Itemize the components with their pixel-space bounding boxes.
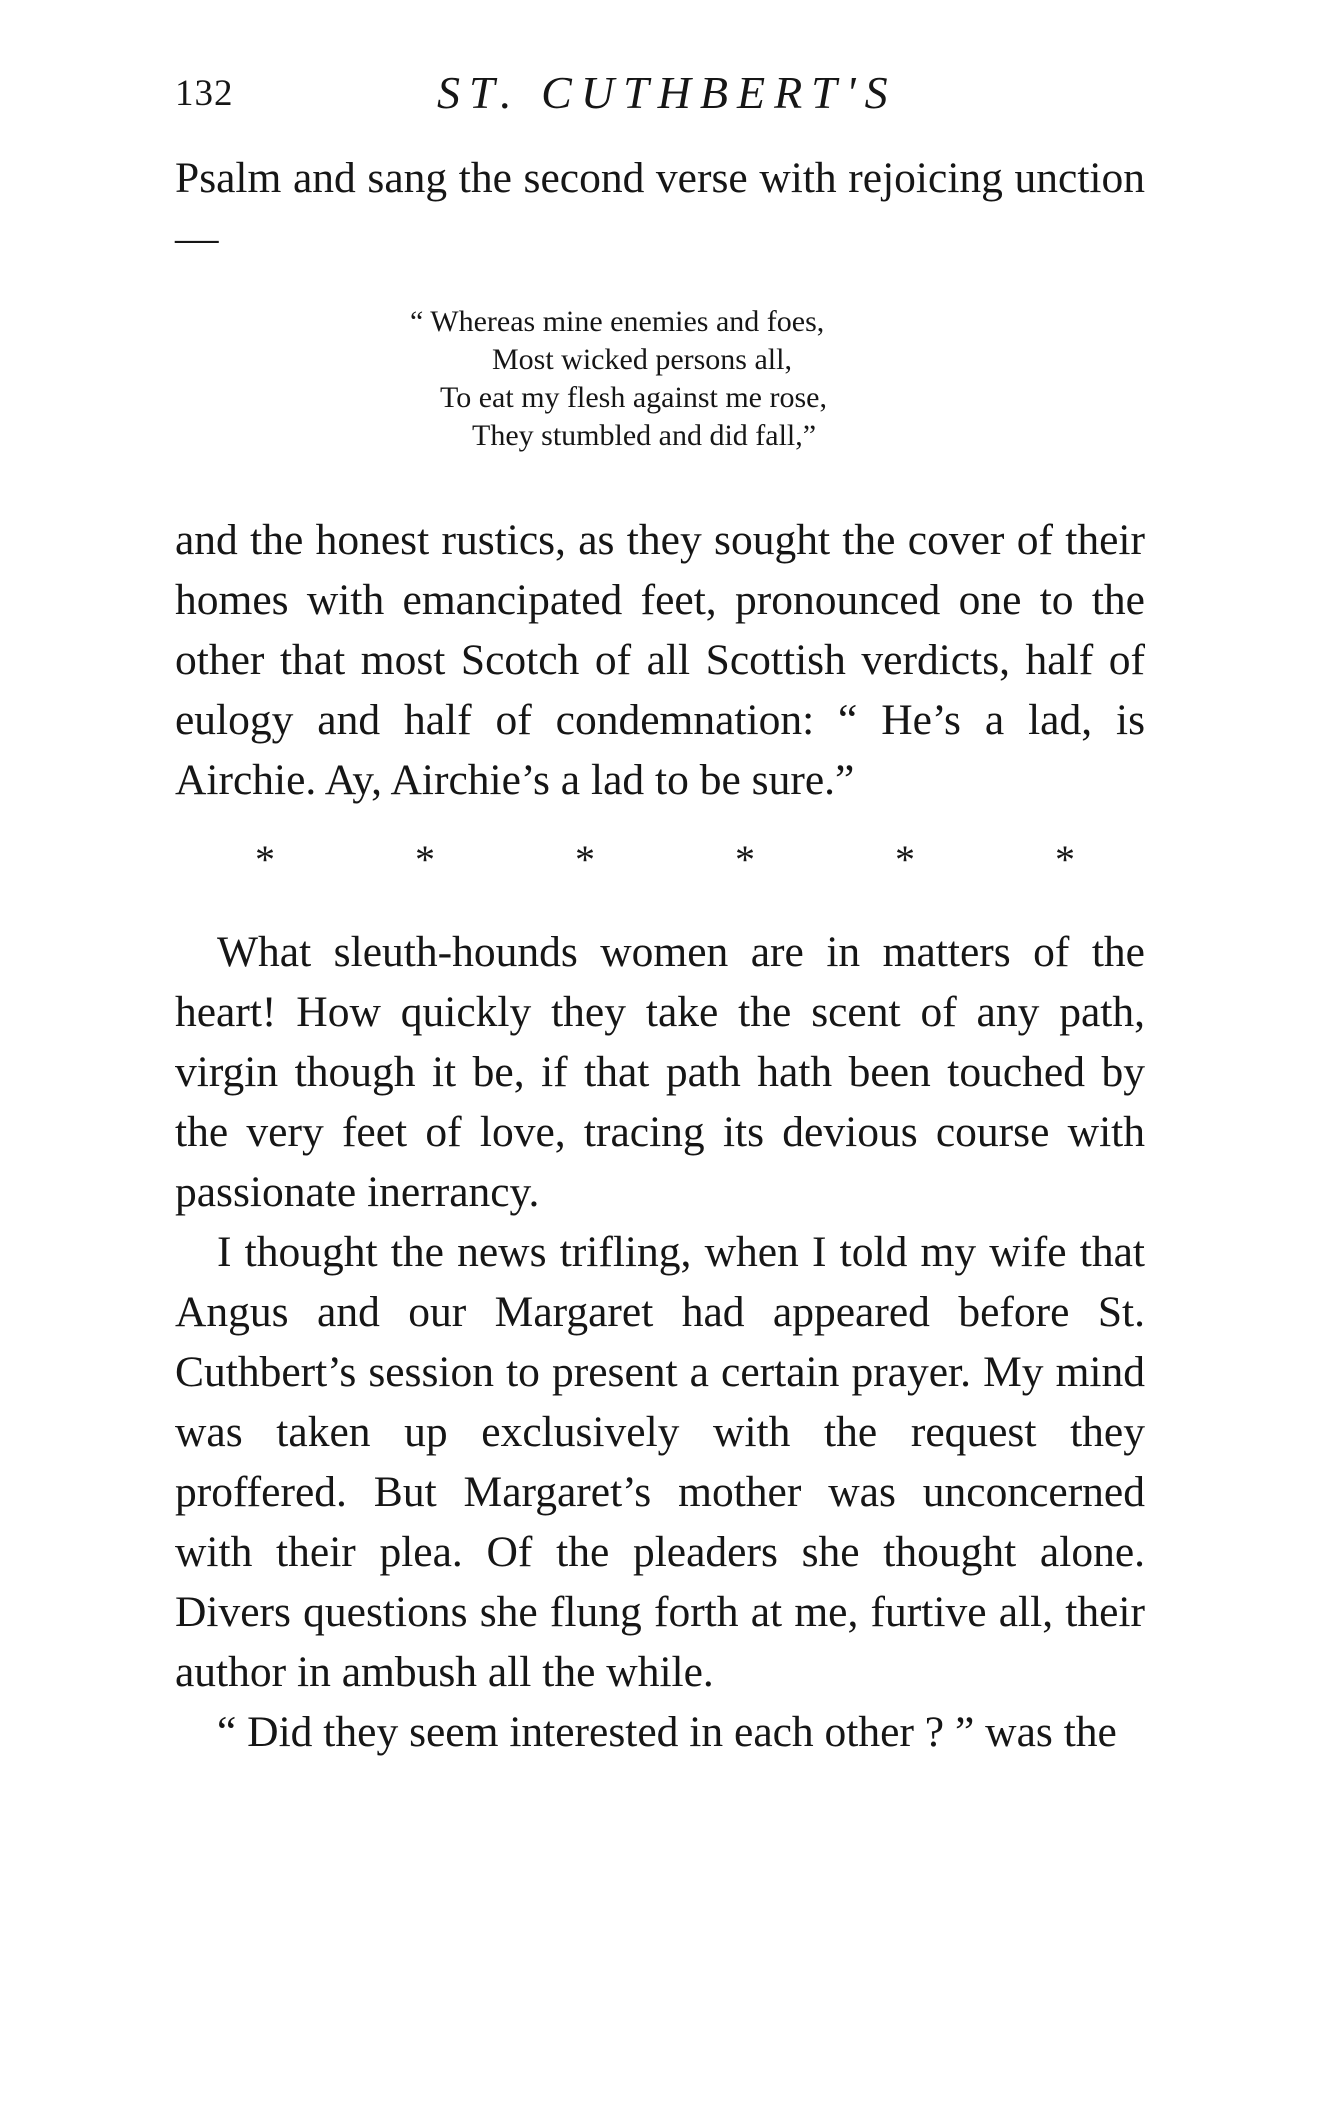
paragraph-question bbox=[175, 1702, 1145, 1762]
paragraph-text: “ Did they seem interested in each other ? ” was the bbox=[217, 1708, 1117, 1756]
psalm-verse bbox=[410, 303, 827, 455]
separator-asterisk: * bbox=[735, 837, 755, 882]
verse-line: To eat my flesh against me rose, bbox=[440, 381, 827, 414]
separator-asterisk: * bbox=[1055, 837, 1075, 882]
separator-asterisk: * bbox=[255, 837, 275, 882]
paragraph-sleuth-hounds bbox=[175, 922, 1145, 1222]
paragraph-rustics bbox=[175, 510, 1145, 810]
verse-line: Most wicked persons all, bbox=[492, 343, 792, 376]
paragraph-text: and the honest rustics, as they sought the cover of their homes with emancipated feet, pronounced one to the other that most Scotch of all Scottish verdicts, half of eulogy and half of condemnation: “ He’s a lad, is Airchie. Ay, Airchie’s a lad to be sure.” bbox=[175, 516, 1145, 804]
section-separator bbox=[255, 836, 1075, 886]
separator-asterisk: * bbox=[415, 837, 435, 882]
running-title: ST. CUTHBERT'S bbox=[437, 67, 897, 118]
verse-line: “ Whereas mine enemies and foes, bbox=[410, 305, 825, 338]
separator-asterisk: * bbox=[895, 837, 915, 882]
paragraph-text: Psalm and sang the second verse with rejoicing unction — bbox=[175, 154, 1145, 262]
separator-asterisk: * bbox=[575, 837, 595, 882]
paragraph-psalm-intro bbox=[175, 148, 1145, 268]
paragraph-news-trifling bbox=[175, 1222, 1145, 1702]
verse-line: They stumbled and did fall,” bbox=[472, 419, 817, 452]
page-number: 132 bbox=[175, 73, 234, 114]
paragraph-text: I thought the news trifling, when I told my wife that Angus and our Margaret had appeared before St. Cuthbert’s session to present a certain prayer. My mind was taken up exclusively with the request they proffered. But Margaret’s mother was unconcerned with their plea. Of the pleaders she thought alone. Divers questions she flung forth at me, furtive all, their author in ambush all the while. bbox=[175, 1228, 1145, 1696]
paragraph-text: What sleuth-hounds women are in matters of the heart! How quickly they take the scent of any path, virgin though it be, if that path hath been touched by the very feet of love, tracing its devious course with passionate inerrancy. bbox=[175, 928, 1145, 1216]
page-header bbox=[175, 64, 1150, 124]
